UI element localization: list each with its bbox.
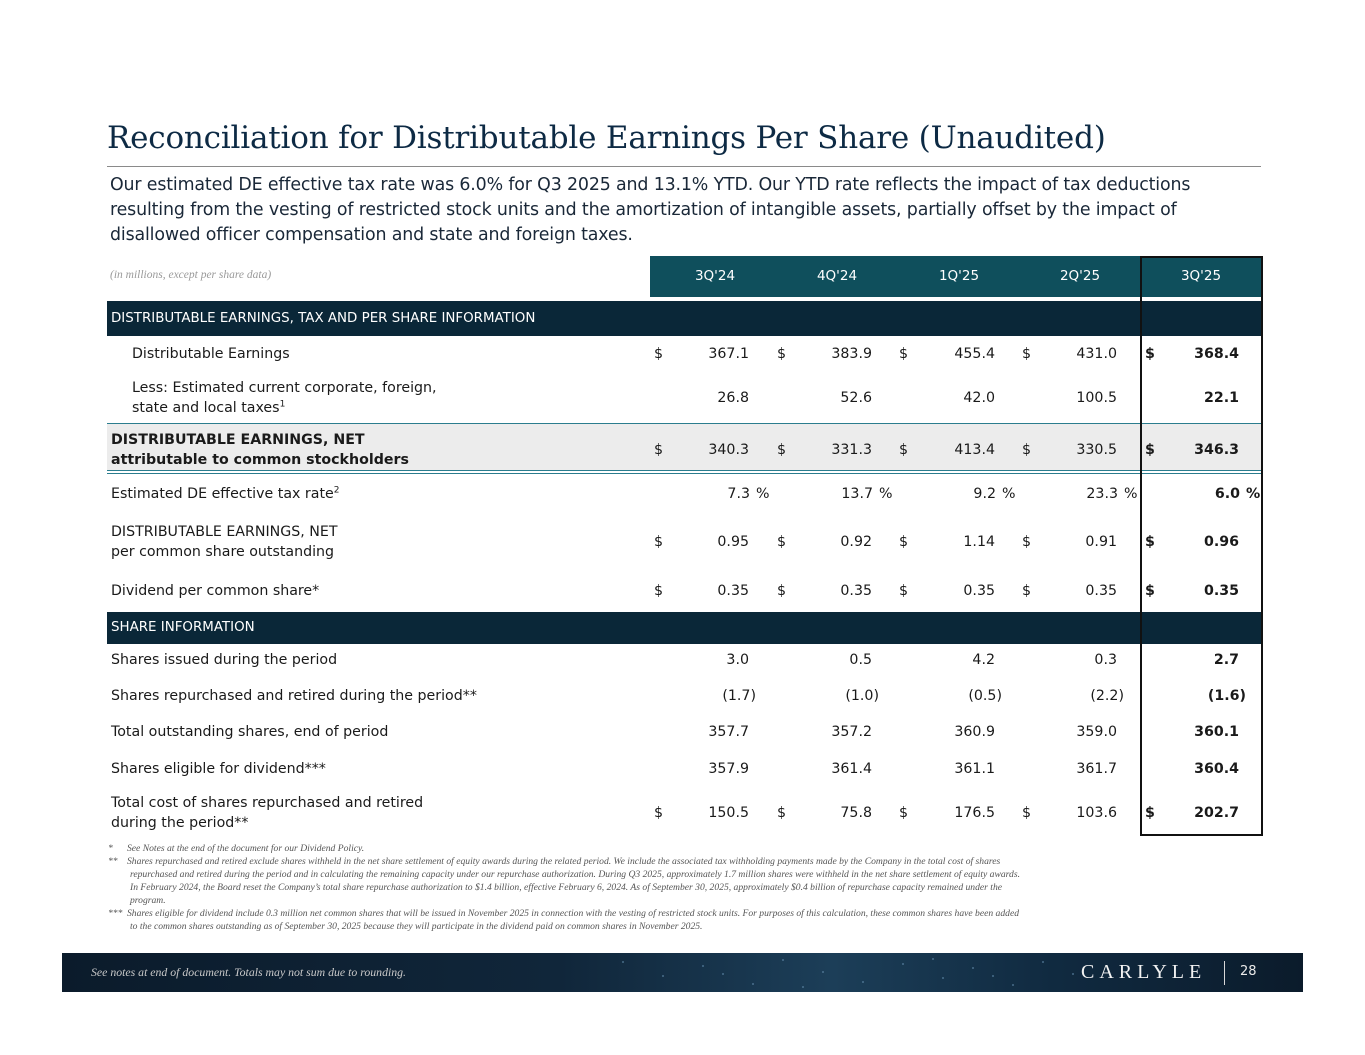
page-subtitle: Our estimated DE effective tax rate was 6.0% for Q3 2025 and 13.1% YTD. Our YTD rate reflects the impact of tax deductions resulting from the vesting of restricted stock units and the amortization of intangible assets, partially offset by the impact of disallowed officer compensation and state and foreign taxes. — [110, 175, 1191, 245]
title-rule — [107, 166, 1261, 167]
value-cost-3Q25: 202.7 — [1194, 805, 1239, 821]
value-repurchased-3Q25: (1.6) — [1207, 688, 1246, 704]
value-repurchased-4Q24: (1.0) — [845, 688, 879, 704]
value-net-1Q25: 413.4 — [954, 442, 995, 458]
footer-dot — [662, 975, 664, 977]
currency-symbol: $ — [777, 442, 787, 458]
value-cost-2Q25: 103.6 — [1076, 805, 1117, 821]
value-eligible-2Q25: 361.7 — [1076, 761, 1117, 777]
section-de-title: DISTRIBUTABLE EARNINGS, TAX AND PER SHARE INFORMATION — [111, 311, 536, 326]
value-eps-3Q25: 0.96 — [1203, 534, 1239, 550]
label-taxes — [132, 378, 437, 418]
value-issued-3Q24: 3.0 — [726, 652, 749, 668]
column-header-4: 3Q'25 — [1180, 268, 1222, 284]
label-dividend: Dividend per common share* — [111, 583, 320, 599]
currency-symbol: $ — [1022, 442, 1032, 458]
currency-symbol: $ — [654, 583, 664, 599]
label-net-line2: attributable to common stockholders — [111, 452, 409, 468]
currency-symbol: $ — [1145, 534, 1155, 550]
value-cost-4Q24: 75.8 — [840, 805, 872, 821]
footer-dot — [782, 959, 784, 961]
value-issued-2Q25: 0.3 — [1094, 652, 1117, 668]
current-quarter-highlight-box — [1140, 256, 1263, 836]
value-issued-4Q24: 0.5 — [849, 652, 872, 668]
footer-dot — [752, 983, 754, 985]
net-row-bottom-line-2 — [107, 473, 1263, 474]
value-net-3Q25: 346.3 — [1194, 442, 1239, 458]
value-repurchased-3Q24: (1.7) — [722, 688, 756, 704]
label-taxes-line2: state and local taxes — [132, 400, 280, 416]
footer-bar — [62, 953, 1303, 992]
currency-symbol: $ — [1022, 583, 1032, 599]
units-note: (in millions, except per share data) — [110, 269, 272, 281]
label-net-line1: DISTRIBUTABLE EARNINGS, NET — [111, 432, 365, 448]
value-de-3Q25: 368.4 — [1194, 346, 1239, 362]
value-net-2Q25: 330.5 — [1076, 442, 1117, 458]
label-repurchased: Shares repurchased and retired during the period** — [111, 688, 477, 704]
currency-symbol: $ — [1022, 346, 1032, 362]
value-eps-1Q25: 1.14 — [963, 534, 995, 550]
value-de-4Q24: 383.9 — [831, 346, 872, 362]
label-distributable-earnings: Distributable Earnings — [132, 346, 290, 362]
footer-dot — [822, 971, 824, 973]
carlyle-logo: CARLYLE — [1081, 961, 1207, 983]
footnote-3-line2: to the common shares outstanding as of September 30, 2025 because they will participate in the dividend paid on common shares in November 2025. — [130, 921, 703, 932]
percent-sign: % — [879, 486, 893, 502]
currency-symbol: $ — [654, 346, 664, 362]
currency-symbol: $ — [1022, 805, 1032, 821]
footnote-1: See Notes at the end of the document for our Dividend Policy. — [127, 843, 365, 854]
value-outstanding-1Q25: 360.9 — [954, 724, 995, 740]
value-eligible-3Q24: 357.9 — [708, 761, 749, 777]
currency-symbol: $ — [654, 805, 664, 821]
footer-dot — [992, 975, 994, 977]
value-repurchased-1Q25: (0.5) — [968, 688, 1002, 704]
value-div-3Q24: 0.35 — [717, 583, 749, 599]
footer-dot — [972, 967, 974, 969]
currency-symbol: $ — [899, 442, 909, 458]
label-tax-rate — [111, 484, 339, 504]
value-rate-4Q24: 13.7 — [841, 486, 873, 502]
currency-symbol: $ — [777, 805, 787, 821]
value-net-3Q24: 340.3 — [708, 442, 749, 458]
value-eps-3Q24: 0.95 — [717, 534, 749, 550]
footnote-2-line1: Shares repurchased and retired exclude shares withheld in the net share settlement of equity awards during the related period. We include the associated tax withholding payments made by the Company in the total cost of shares — [127, 856, 1001, 867]
label-net — [111, 430, 409, 470]
footer-dot — [622, 961, 624, 963]
footnote-ref-1: 1 — [279, 399, 286, 410]
label-eps-line1: DISTRIBUTABLE EARNINGS, NET — [111, 524, 338, 540]
currency-symbol: $ — [654, 534, 664, 550]
value-eps-4Q24: 0.92 — [840, 534, 872, 550]
column-header-3: 2Q'25 — [1059, 268, 1101, 284]
net-row-top-line — [107, 423, 1263, 424]
footnote-2-mark: ** — [108, 856, 118, 867]
currency-symbol: $ — [1145, 442, 1155, 458]
column-header-1: 4Q'24 — [816, 268, 858, 284]
value-tax-1Q25: 42.0 — [963, 390, 995, 406]
value-issued-1Q25: 4.2 — [972, 652, 995, 668]
currency-symbol: $ — [1022, 534, 1032, 550]
label-tax-rate-text: Estimated DE effective tax rate — [111, 486, 334, 502]
currency-symbol: $ — [654, 442, 664, 458]
footer-dot — [942, 977, 944, 979]
value-cost-1Q25: 176.5 — [954, 805, 995, 821]
label-cost-line2: during the period** — [111, 815, 249, 831]
footer-note: See notes at end of document. Totals may not sum due to rounding. — [91, 965, 406, 979]
value-div-3Q25: 0.35 — [1203, 583, 1239, 599]
footer-dot — [722, 973, 724, 975]
label-taxes-line1: Less: Estimated current corporate, foreign, — [132, 380, 437, 396]
footer-dot — [932, 958, 934, 960]
footer-dot — [1012, 984, 1014, 986]
footnote-ref-2: 2 — [333, 485, 340, 496]
footer-dot — [862, 981, 864, 983]
currency-symbol: $ — [777, 583, 787, 599]
value-outstanding-3Q25: 360.1 — [1194, 724, 1239, 740]
value-tax-4Q24: 52.6 — [840, 390, 872, 406]
value-outstanding-2Q25: 359.0 — [1076, 724, 1117, 740]
section-share-title: SHARE INFORMATION — [111, 620, 255, 635]
value-de-3Q24: 367.1 — [708, 346, 749, 362]
value-outstanding-4Q24: 357.2 — [831, 724, 872, 740]
footnote-2-line2: repurchased and retired during the period and in calculating the remaining capacity under our repurchase authorization. During Q3 2025, approximately 1.7 million shares were withheld in the net share settlement of equity awards. — [130, 869, 1020, 880]
currency-symbol: $ — [777, 534, 787, 550]
page-number: 28 — [1240, 964, 1257, 979]
value-div-1Q25: 0.35 — [963, 583, 995, 599]
value-tax-3Q24: 26.8 — [717, 390, 749, 406]
value-tax-3Q25: 22.1 — [1203, 390, 1239, 406]
value-rate-2Q25: 23.3 — [1086, 486, 1118, 502]
footnotes — [108, 842, 1268, 933]
value-rate-1Q25: 9.2 — [973, 486, 996, 502]
value-tax-2Q25: 100.5 — [1076, 390, 1117, 406]
page-title: Reconciliation for Distributable Earnings Per Share (Unaudited) — [107, 120, 1106, 156]
currency-symbol: $ — [899, 346, 909, 362]
value-eligible-3Q25: 360.4 — [1194, 761, 1239, 777]
value-rate-3Q24: 7.3 — [727, 486, 750, 502]
label-outstanding: Total outstanding shares, end of period — [111, 724, 389, 740]
value-div-2Q25: 0.35 — [1085, 583, 1117, 599]
footer-dot — [1072, 973, 1074, 975]
net-row-bottom-line — [107, 470, 1263, 471]
value-repurchased-2Q25: (2.2) — [1090, 688, 1124, 704]
value-issued-3Q25: 2.7 — [1213, 652, 1239, 668]
section-de-band — [107, 301, 1263, 336]
value-eligible-1Q25: 361.1 — [954, 761, 995, 777]
column-header-0: 3Q'24 — [694, 268, 736, 284]
footer-dot — [702, 965, 704, 967]
value-outstanding-3Q24: 357.7 — [708, 724, 749, 740]
footer-dot — [1042, 961, 1044, 963]
label-eps-line2: per common share outstanding — [111, 544, 335, 560]
currency-symbol: $ — [899, 583, 909, 599]
footer-dot — [802, 986, 804, 988]
value-rate-3Q25: 6.0 — [1214, 486, 1240, 502]
currency-symbol: $ — [1145, 583, 1155, 599]
currency-symbol: $ — [899, 805, 909, 821]
footer-separator — [1224, 961, 1225, 985]
currency-symbol: $ — [777, 346, 787, 362]
currency-symbol: $ — [1145, 346, 1155, 362]
value-eligible-4Q24: 361.4 — [831, 761, 872, 777]
footnote-3-mark: *** — [108, 908, 123, 919]
column-header-2: 1Q'25 — [938, 268, 980, 284]
label-eligible: Shares eligible for dividend*** — [111, 761, 326, 777]
footnote-3-line1: Shares eligible for dividend include 0.3 million net common shares that will be issued in November 2025 in connection with the vesting of restricted stock units. For purposes of this calculation, these common shares have been added — [127, 908, 1019, 919]
footnote-2-line4: program. — [130, 895, 166, 906]
value-net-4Q24: 331.3 — [831, 442, 872, 458]
label-cost — [111, 793, 423, 833]
label-issued: Shares issued during the period — [111, 652, 338, 668]
footnote-2-line3: In February 2024, the Board reset the Company’s total share repurchase authorization to $1.4 billion, effective February 6, 2024. As of September 30, 2025, approximately $0.4 billion of repurchase capacity remained under the — [130, 882, 1003, 893]
percent-sign: % — [1002, 486, 1016, 502]
value-de-2Q25: 431.0 — [1076, 346, 1117, 362]
section-share-band — [107, 612, 1263, 644]
percent-sign: % — [756, 486, 770, 502]
percent-sign: % — [1124, 486, 1138, 502]
value-eps-2Q25: 0.91 — [1085, 534, 1117, 550]
label-cost-line1: Total cost of shares repurchased and retired — [111, 795, 424, 811]
footer-dot — [902, 963, 904, 965]
currency-symbol: $ — [899, 534, 909, 550]
footnote-1-mark: * — [108, 843, 113, 854]
currency-symbol: $ — [1145, 805, 1155, 821]
value-cost-3Q24: 150.5 — [708, 805, 749, 821]
percent-sign: % — [1246, 486, 1261, 502]
value-de-1Q25: 455.4 — [954, 346, 995, 362]
label-eps — [111, 522, 338, 562]
value-div-4Q24: 0.35 — [840, 583, 872, 599]
